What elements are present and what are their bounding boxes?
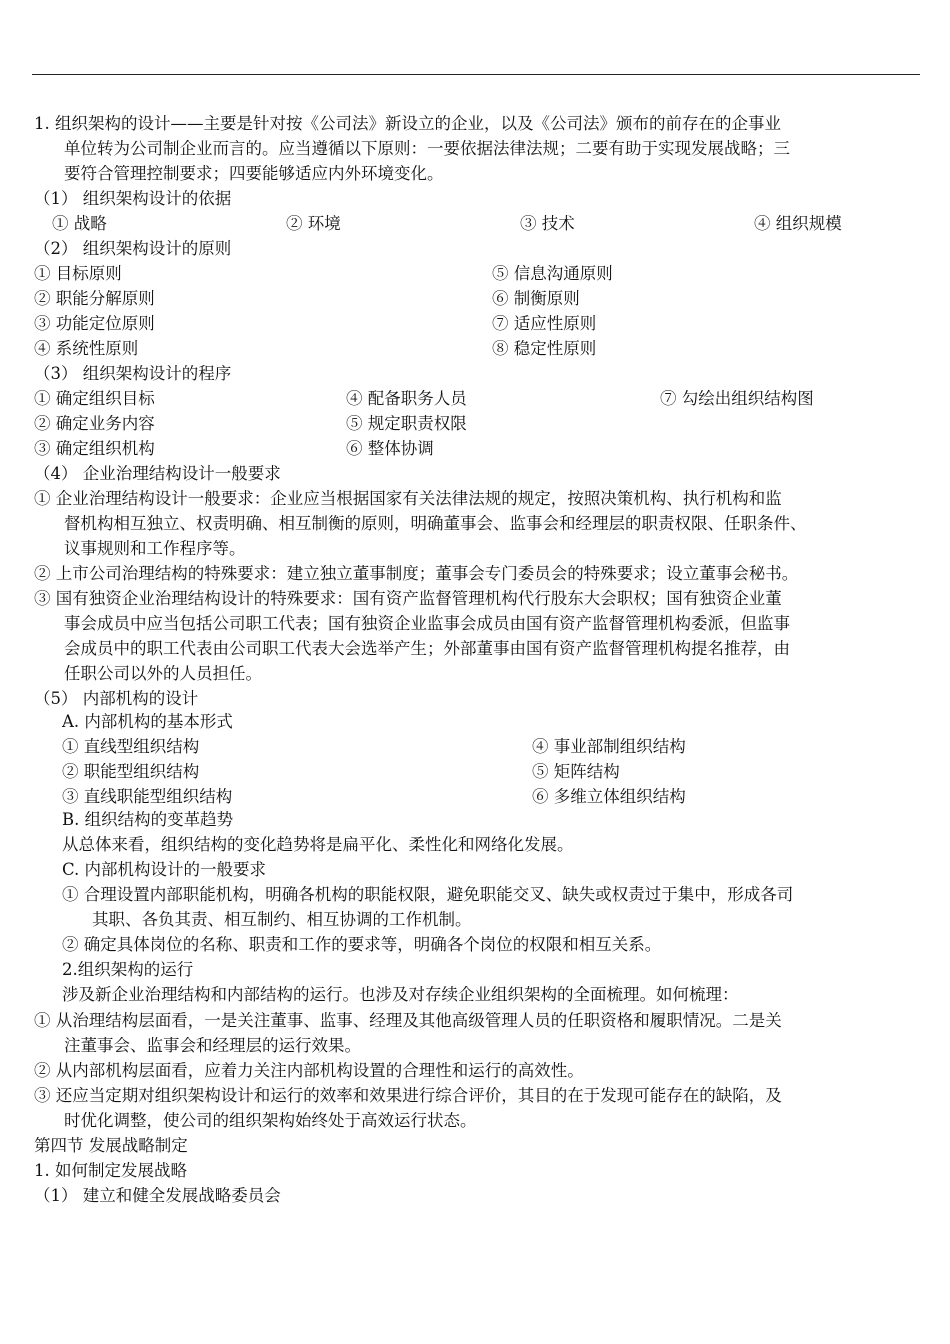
operation-o1-line: ① 从治理结构层面看，一是关注董事、监事、经理及其他高级管理人员的任职资格和履职情况。二是关: [34, 1011, 782, 1030]
procedure-item: ⑤ 规定职责权限: [346, 414, 467, 433]
form-item: ④ 事业部制组织结构: [532, 737, 686, 756]
principle-item: ⑥ 制衡原则: [492, 289, 580, 308]
procedure-item: ⑥ 整体协调: [346, 439, 434, 458]
governance-p2-line: ② 上市公司治理结构的特殊要求：建立独立董事制度；董事会专门委员会的特殊要求；设立董事会秘书。: [34, 564, 799, 583]
principle-item: ⑧ 稳定性原则: [492, 339, 597, 358]
basis-item: ③ 技术: [520, 214, 575, 233]
basis-item: ④ 组织规模: [754, 214, 842, 233]
internal-c2-line: ② 确定具体岗位的名称、职责和工作的要求等，明确各个岗位的权限和相互关系。: [62, 935, 662, 954]
principle-item: ② 职能分解原则: [34, 289, 155, 308]
section4-sub1: 1. 如何制定发展战略: [34, 1161, 187, 1180]
section4-title: 第四节 发展战略制定: [34, 1136, 188, 1155]
internal-c-heading: C. 内部机构设计的一般要求: [62, 860, 267, 879]
principles-heading: （2） 组织架构设计的原则: [34, 239, 232, 258]
principle-item: ④ 系统性原则: [34, 339, 139, 358]
s1-line-3: 要符合管理控制要求；四要能够适应内外环境变化。: [64, 164, 444, 183]
operation-o2-line: ② 从内部机构层面看，应着力关注内部机构设置的合理性和运行的高效性。: [34, 1061, 584, 1080]
s1-line-2: 单位转为公司制企业而言的。应当遵循以下原则：一要依据法律法规；二要有助于实现发展战略；三: [64, 139, 790, 158]
basis-heading: （1） 组织架构设计的依据: [34, 189, 232, 208]
header-rule: [32, 74, 920, 75]
form-item: ⑤ 矩阵结构: [532, 762, 620, 781]
governance-p1-line: 议事规则和工作程序等。: [64, 539, 246, 558]
principle-item: ① 目标原则: [34, 264, 122, 283]
internal-b-heading: B. 组织结构的变革趋势: [62, 810, 234, 829]
procedure-item: ④ 配备职务人员: [346, 389, 467, 408]
procedure-item: ② 确定业务内容: [34, 414, 155, 433]
principle-item: ③ 功能定位原则: [34, 314, 155, 333]
s1-line-1: 1. 组织架构的设计——主要是针对按《公司法》新设立的企业，以及《公司法》颁布的前存在的企事业: [34, 114, 781, 133]
procedure-item: ③ 确定组织机构: [34, 439, 155, 458]
principle-item: ⑦ 适应性原则: [492, 314, 597, 333]
internal-c1-line: ① 合理设置内部职能机构，明确各机构的职能权限，避免职能交叉、缺失或权责过于集中，形成各司: [62, 885, 794, 904]
basis-item: ② 环境: [286, 214, 341, 233]
section4-sub2: （1） 建立和健全发展战略委员会: [34, 1186, 281, 1205]
operation-heading: 2.组织架构的运行: [62, 960, 194, 979]
internal-c1-line: 其职、各负其责、相互制约、相互协调的工作机制。: [92, 910, 472, 929]
governance-p3-line: 任职公司以外的人员担任。: [64, 664, 262, 683]
operation-o1-line: 注董事会、监事会和经理层的运行效果。: [64, 1036, 361, 1055]
governance-p3-line: 会成员中的职工代表由公司职工代表大会选举产生；外部董事由国有资产监督管理机构提名推荐，由: [64, 639, 790, 658]
governance-p3-line: 事会成员中应当包括公司职工代表；国有独资企业监事会成员由国有资产监督管理机构委派，但监事: [64, 614, 790, 633]
form-item: ① 直线型组织结构: [62, 737, 200, 756]
procedure-heading: （3） 组织架构设计的程序: [34, 364, 232, 383]
basis-item: ① 战略: [52, 214, 107, 233]
governance-p1-line: ① 企业治理结构设计一般要求：企业应当根据国家有关法律法规的规定，按照决策机构、执行机构和监: [34, 489, 782, 508]
operation-o3-line: 时优化调整，使公司的组织架构始终处于高效运行状态。: [64, 1111, 477, 1130]
procedure-item: ① 确定组织目标: [34, 389, 155, 408]
internal-a-heading: A. 内部机构的基本形式: [62, 712, 233, 731]
form-item: ⑥ 多维立体组织结构: [532, 787, 686, 806]
procedure-item: ⑦ 勾绘出组织结构图: [660, 389, 814, 408]
governance-heading: （4） 企业治理结构设计一般要求: [34, 464, 281, 483]
operation-intro: 涉及新企业治理结构和内部结构的运行。也涉及对存续企业组织架构的全面梳理。如何梳理：: [62, 985, 739, 1004]
governance-p3-line: ③ 国有独资企业治理结构设计的特殊要求：国有资产监督管理机构代行股东大会职权；国有独资企业董: [34, 589, 782, 608]
operation-o3-line: ③ 还应当定期对组织架构设计和运行的效率和效果进行综合评价，其目的在于发现可能存在的缺陷，及: [34, 1086, 782, 1105]
form-item: ③ 直线职能型组织结构: [62, 787, 233, 806]
internal-b-text: 从总体来看，组织结构的变化趋势将是扁平化、柔性化和网络化发展。: [62, 835, 574, 854]
governance-p1-line: 督机构相互独立、权责明确、相互制衡的原则，明确董事会、监事会和经理层的职责权限、任职条件、: [64, 514, 807, 533]
form-item: ② 职能型组织结构: [62, 762, 200, 781]
principle-item: ⑤ 信息沟通原则: [492, 264, 613, 283]
internal-heading: （5） 内部机构的设计: [34, 689, 199, 708]
